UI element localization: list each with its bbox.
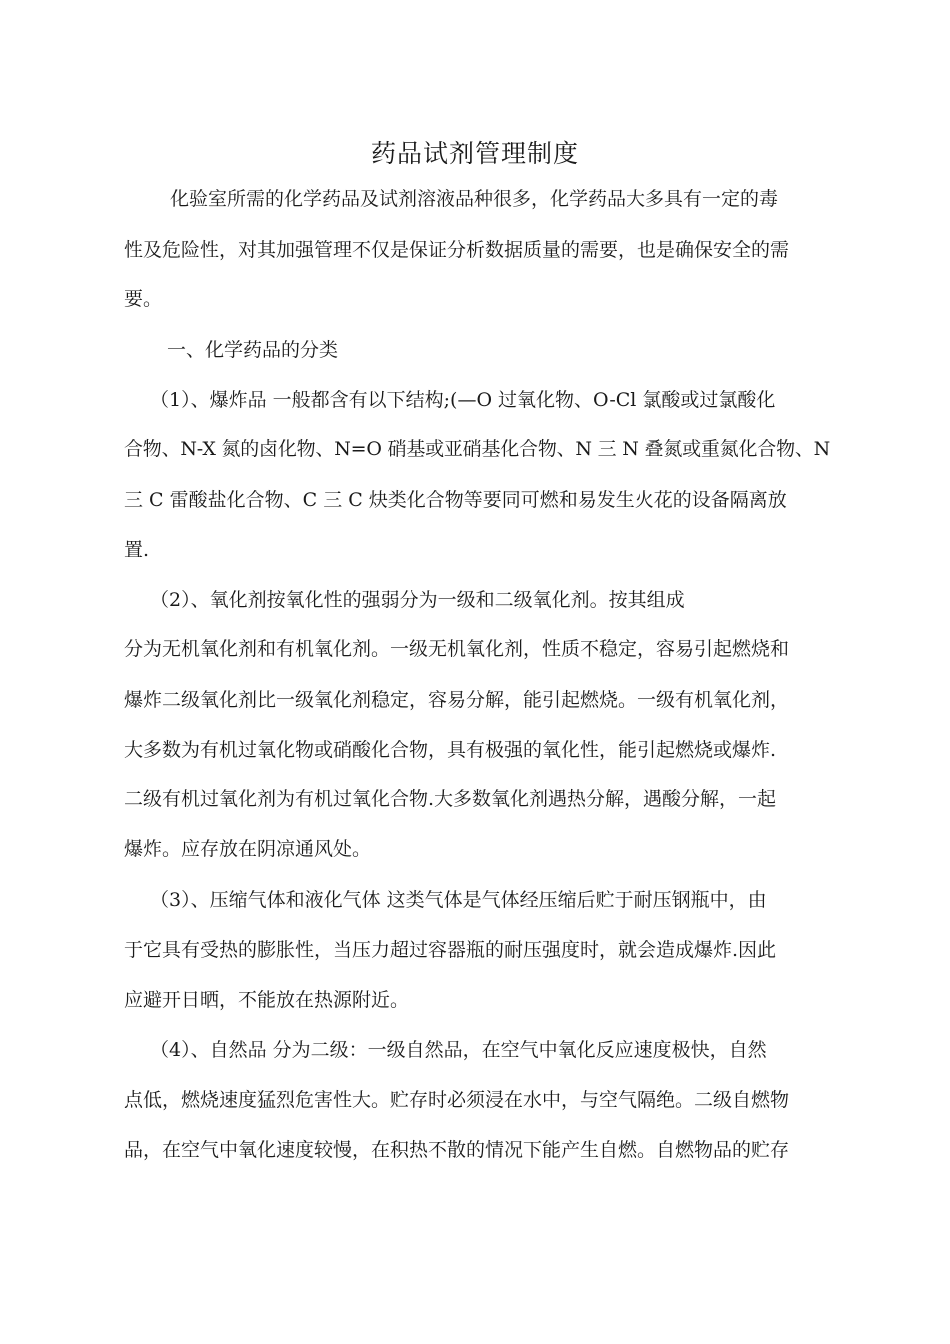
paragraph-line: 于它具有受热的膨胀性，当压力超过容器瓶的耐压强度时，就会造成爆炸.因此 bbox=[124, 939, 777, 961]
paragraph-line: （2）、氧化剂按氧化性的强弱分为一级和二级氧化剂。按其组成 bbox=[150, 589, 685, 611]
paragraph-line: 爆炸。应存放在阴凉通风处。 bbox=[124, 838, 372, 860]
section-heading: 一、化学药品的分类 bbox=[167, 339, 339, 361]
paragraph-line: （4）、自然品 分为二级：一级自然品，在空气中氧化反应速度极快，自然 bbox=[150, 1039, 767, 1061]
paragraph-line: 点低，燃烧速度猛烈危害性大。贮存时必须浸在水中，与空气隔绝。二级自燃物 bbox=[124, 1089, 790, 1111]
paragraph-line: （3）、压缩气体和液化气体 这类气体是气体经压缩后贮于耐压钢瓶中，由 bbox=[150, 889, 767, 911]
paragraph-line: 性及危险性，对其加强管理不仅是保证分析数据质量的需要，也是确保安全的需 bbox=[124, 239, 790, 261]
paragraph-line: 置. bbox=[124, 539, 150, 561]
paragraph-line: （1）、爆炸品 一般都含有以下结构;(—O 过氧化物、O-Cl 氯酸或过氯酸化 bbox=[150, 389, 776, 411]
paragraph-line: 爆炸二级氧化剂比一级氧化剂稳定，容易分解，能引起燃烧。一级有机氧化剂， bbox=[124, 689, 790, 711]
paragraph-line: 应避开日晒，不能放在热源附近。 bbox=[124, 989, 410, 1011]
paragraph-line: 要。 bbox=[124, 288, 163, 310]
paragraph-line: 化验室所需的化学药品及试剂溶液品种很多，化学药品大多具有一定的毒 bbox=[170, 188, 779, 210]
paragraph-line: 三 C 雷酸盐化合物、C 三 C 炔类化合物等要同可燃和易发生火花的设备隔离放 bbox=[124, 489, 787, 511]
paragraph-line: 合物、N-X 氮的卤化物、N=O 硝基或亚硝基化合物、N 三 N 叠氮或重氮化合物、N bbox=[124, 438, 831, 460]
paragraph-line: 二级有机过氧化剂为有机过氧化合物.大多数氧化剂遇热分解，遇酸分解，一起 bbox=[124, 788, 777, 810]
document-title: 药品试剂管理制度 bbox=[370, 139, 579, 168]
paragraph-line: 大多数为有机过氧化物或硝酸化合物，具有极强的氧化性，能引起燃烧或爆炸. bbox=[124, 739, 777, 761]
paragraph-line: 品，在空气中氧化速度较慢，在积热不散的情况下能产生自燃。自燃物品的贮存 bbox=[124, 1139, 790, 1161]
paragraph-line: 分为无机氧化剂和有机氧化剂。一级无机氧化剂，性质不稳定，容易引起燃烧和 bbox=[124, 638, 790, 660]
